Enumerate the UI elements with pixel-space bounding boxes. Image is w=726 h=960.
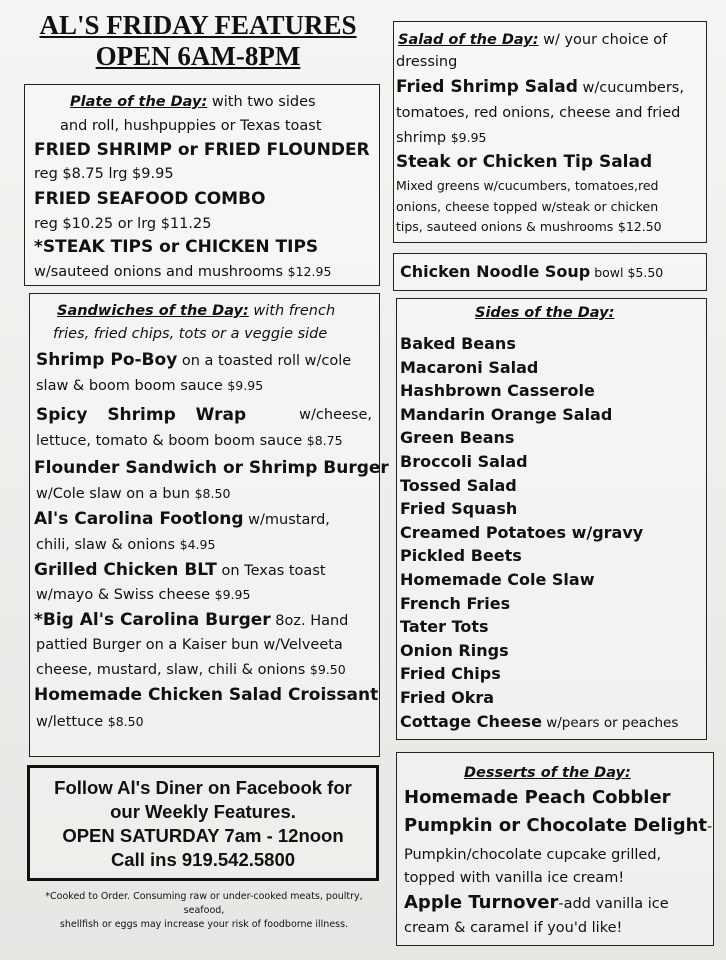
sandwich-6-price: $9.50 bbox=[309, 662, 346, 677]
salad-1-line-3 bbox=[396, 128, 486, 148]
side-item bbox=[400, 523, 643, 542]
sandwich-3-desc: w/Cole slaw on a bun bbox=[36, 486, 190, 502]
facebook-info-box bbox=[27, 765, 379, 881]
sandwich-5-line-1 bbox=[34, 560, 326, 581]
side-item bbox=[400, 405, 612, 424]
dessert-3-line-1 bbox=[404, 893, 669, 914]
side-item bbox=[400, 546, 522, 565]
sandwiches-intro-1: with french bbox=[248, 303, 336, 319]
plate-item-3: *STEAK TIPS or CHICKEN TIPS bbox=[34, 237, 319, 257]
sandwich-4-line-1 bbox=[34, 509, 330, 530]
salad-1-desc-1: w/cucumbers, bbox=[577, 80, 684, 96]
salad-1-line-1 bbox=[396, 77, 684, 98]
sandwich-1-desc-1: on a toasted roll w/cole bbox=[177, 353, 352, 369]
sandwich-7-desc: w/lettuce bbox=[36, 714, 104, 730]
side-item bbox=[400, 664, 501, 683]
plate-heading: Plate of the Day: bbox=[70, 94, 208, 110]
plate-intro-1: with two sides bbox=[207, 94, 316, 110]
side-item bbox=[400, 570, 594, 589]
side-item bbox=[400, 641, 509, 660]
title-line-1: AL'S FRIDAY FEATURES bbox=[39, 10, 357, 40]
sandwich-5-line-2 bbox=[36, 585, 250, 605]
side-item-label: Tossed Salad bbox=[400, 475, 517, 495]
side-item-label: Homemade Cole Slaw bbox=[400, 570, 595, 589]
side-item bbox=[400, 452, 528, 471]
sandwich-6-desc-1: 8oz. Hand bbox=[270, 613, 349, 629]
side-item-label: Broccoli Salad bbox=[400, 452, 528, 471]
sandwich-5-name: Grilled Chicken BLT bbox=[34, 560, 217, 580]
salad-1-desc-3: shrimp bbox=[396, 130, 447, 146]
side-item bbox=[400, 381, 595, 400]
plate-item-1-price: reg $8.75 lrg $9.95 bbox=[34, 166, 174, 182]
sandwich-2-price: $8.75 bbox=[306, 433, 343, 448]
side-item-label: Baked Beans bbox=[400, 334, 516, 353]
soup-name: Chicken Noodle Soup bbox=[400, 262, 591, 281]
sandwich-1-desc-2: slaw & boom boom sauce bbox=[36, 378, 223, 394]
side-item-label: Creamed Potatoes w/gravy bbox=[400, 522, 644, 542]
side-item-label: Macaroni Salad bbox=[400, 357, 539, 377]
dessert-2-name: Pumpkin or Chocolate Delight bbox=[404, 815, 707, 836]
side-item bbox=[400, 334, 516, 353]
sandwiches-heading: Sandwiches of the Day: bbox=[57, 303, 249, 319]
dessert-2-line-1 bbox=[404, 816, 712, 837]
fb-line-3: OPEN SATURDAY 7am - 12noon bbox=[62, 825, 344, 846]
sandwich-7-line-2 bbox=[36, 712, 144, 732]
salad-heading: Salad of the Day: bbox=[398, 32, 539, 48]
sandwich-2-line-2 bbox=[36, 431, 343, 451]
sandwich-6-line-1 bbox=[34, 610, 348, 631]
sandwich-6-desc-2: pattied Burger on a Kaiser bun w/Velveeta bbox=[36, 637, 343, 653]
side-item bbox=[400, 688, 494, 707]
side-item-label: Pickled Beets bbox=[400, 546, 522, 566]
salad-2-name: Steak or Chicken Tip Salad bbox=[396, 152, 653, 172]
dessert-1: Homemade Peach Cobbler bbox=[404, 787, 671, 808]
salad-2-line-3 bbox=[396, 217, 662, 237]
side-item-label: Mandarin Orange Salad bbox=[400, 404, 613, 424]
plate-item-3-desc: w/sauteed onions and mushrooms bbox=[34, 264, 284, 280]
side-item bbox=[400, 499, 517, 518]
disclaimer-line-2: shellfish or eggs may increase your risk of foodborne illness. bbox=[59, 919, 349, 930]
salad-2-price: $12.50 bbox=[617, 219, 662, 234]
salad-1-name: Fried Shrimp Salad bbox=[396, 77, 578, 97]
plate-item-1: FRIED SHRIMP or FRIED FLOUNDER bbox=[34, 140, 370, 160]
dessert-3-desc-1: -add vanilla ice bbox=[558, 896, 669, 912]
fb-line-4: Call ins 919.542.5800 bbox=[110, 849, 296, 870]
sandwich-3-name: Flounder Sandwich or Shrimp Burger bbox=[34, 458, 389, 478]
side-item-label: Onion Rings bbox=[400, 640, 509, 660]
sandwich-2-desc-2: lettuce, tomato & boom boom sauce bbox=[36, 433, 303, 449]
salad-2-desc-1: Mixed greens w/cucumbers, tomatoes,red bbox=[396, 178, 659, 193]
sandwiches-intro-2: fries, fried chips, tots or a veggie side bbox=[53, 326, 328, 342]
fb-line-2: our Weekly Features. bbox=[110, 801, 296, 822]
sandwich-6-line-3 bbox=[36, 660, 346, 680]
sandwich-3-price: $8.50 bbox=[194, 486, 231, 501]
side-item-label: Cottage Cheese bbox=[400, 711, 542, 731]
side-item-label: Fried Chips bbox=[400, 664, 501, 684]
salad-2-desc-2: onions, cheese topped w/steak or chicken bbox=[396, 199, 659, 214]
dessert-2-desc-2: topped with vanilla ice cream! bbox=[404, 870, 625, 886]
salad-intro-1: w/ your choice of bbox=[538, 32, 668, 48]
side-item-label: Hashbrown Casserole bbox=[400, 381, 595, 401]
sandwich-5-desc-1: on Texas toast bbox=[216, 563, 326, 579]
side-item-label: French Fries bbox=[400, 593, 511, 613]
sandwich-2-name: Spicy Shrimp Wrap bbox=[36, 405, 247, 425]
food-safety-disclaimer bbox=[30, 890, 378, 932]
salad-1-desc-2: tomatoes, red onions, cheese and fried bbox=[396, 105, 681, 121]
disclaimer-line-1: *Cooked to Order. Consuming raw or under-cooked meats, poultry, seafood, bbox=[45, 891, 363, 916]
plate-intro-2: and roll, hushpuppies or Texas toast bbox=[60, 118, 322, 134]
side-item bbox=[400, 712, 678, 731]
side-item bbox=[400, 428, 514, 447]
side-item-label: Fried Squash bbox=[400, 499, 518, 519]
side-item-label: Green Beans bbox=[400, 428, 515, 448]
dessert-2-desc-1: Pumpkin/chocolate cupcake grilled, bbox=[404, 847, 662, 863]
plate-item-3-price: $12.95 bbox=[287, 264, 332, 279]
salad-heading-line bbox=[398, 30, 667, 50]
sandwich-3-line-2 bbox=[36, 484, 230, 504]
sandwiches-heading-line bbox=[57, 301, 335, 321]
salad-2-desc-3: tips, sauteed onions & mushrooms bbox=[396, 219, 614, 234]
side-item-note: w/pears or peaches bbox=[541, 714, 679, 731]
salad-1-price: $9.95 bbox=[450, 130, 487, 145]
title-line-2: OPEN 6AM-8PM bbox=[95, 41, 301, 71]
side-item bbox=[400, 594, 510, 613]
sandwich-4-name: Al's Carolina Footlong bbox=[34, 509, 244, 529]
dessert-3-name: Apple Turnover bbox=[404, 892, 559, 913]
side-item-label: Fried Okra bbox=[400, 688, 495, 707]
sandwich-1-name: Shrimp Po-Boy bbox=[36, 350, 178, 370]
sandwich-1-line-1 bbox=[36, 350, 351, 371]
page-title bbox=[28, 10, 368, 72]
dessert-2-dash: - bbox=[707, 819, 713, 835]
plate-item-2: FRIED SEAFOOD COMBO bbox=[34, 189, 266, 209]
plate-item-2-price: reg $10.25 or lrg $11.25 bbox=[34, 216, 212, 232]
fb-line-1: Follow Al's Diner on Facebook for bbox=[54, 777, 352, 798]
sandwich-6-name: *Big Al's Carolina Burger bbox=[34, 610, 271, 630]
side-item bbox=[400, 476, 517, 495]
salad-intro-2: dressing bbox=[396, 54, 458, 70]
plate-heading-line bbox=[70, 92, 316, 112]
sandwich-2-line-1 bbox=[36, 405, 372, 426]
sandwich-7-price: $8.50 bbox=[107, 714, 144, 729]
sandwich-5-price: $9.95 bbox=[214, 587, 251, 602]
sandwich-4-desc-1: w/mustard, bbox=[243, 512, 330, 528]
desserts-heading: Desserts of the Day: bbox=[464, 765, 631, 781]
sandwich-6-desc-3: cheese, mustard, slaw, chili & onions bbox=[36, 662, 306, 678]
sides-heading: Sides of the Day: bbox=[475, 305, 615, 321]
sandwich-1-line-2 bbox=[36, 376, 263, 396]
side-item-label: Tater Tots bbox=[400, 617, 489, 637]
dessert-3-desc-2: cream & caramel if you'd like! bbox=[404, 920, 623, 936]
sandwich-7-name: Homemade Chicken Salad Croissant bbox=[34, 685, 379, 705]
sandwich-2-desc-1: w/cheese, bbox=[299, 407, 372, 423]
sandwich-5-desc-2: w/mayo & Swiss cheese bbox=[36, 587, 211, 603]
sandwich-4-line-2 bbox=[36, 535, 215, 555]
sandwich-4-price: $4.95 bbox=[179, 537, 216, 552]
plate-item-3-desc-line bbox=[34, 262, 331, 282]
side-item bbox=[400, 358, 538, 377]
sandwich-1-price: $9.95 bbox=[227, 378, 264, 393]
soup-line bbox=[400, 262, 663, 283]
sandwich-4-desc-2: chili, slaw & onions bbox=[36, 537, 176, 553]
side-item bbox=[400, 617, 489, 636]
soup-price: bowl $5.50 bbox=[590, 265, 664, 280]
